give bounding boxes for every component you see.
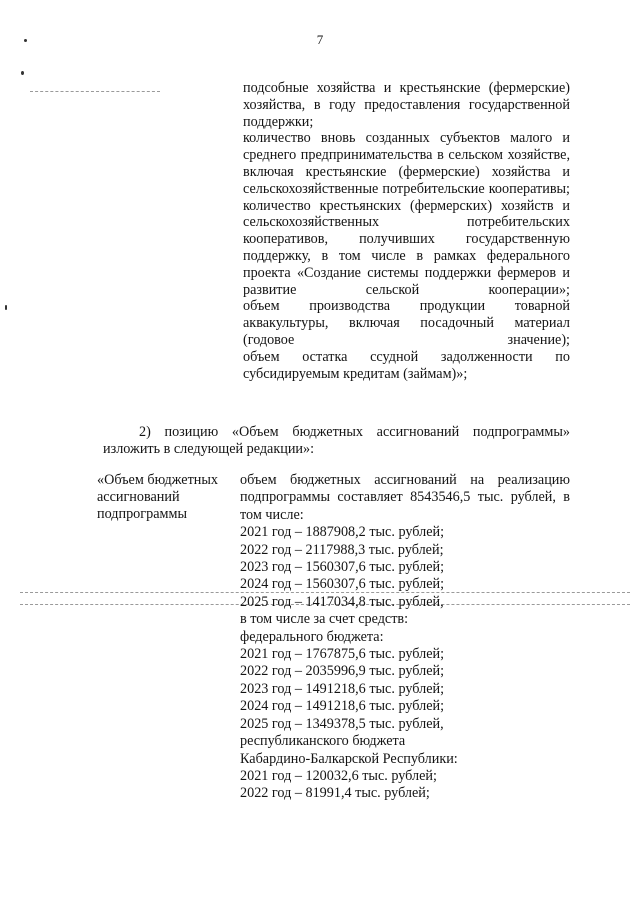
federal-heading: федерального бюджета:	[240, 628, 384, 645]
total-year-row: 2024 год – 1560307,6 тыс. рублей;	[240, 576, 445, 593]
table-label-cell: «Объем бюджетных ассигнований подпрограммы	[97, 472, 219, 522]
regional-year-row: 2021 год – 120032,6 тыс. рублей;	[240, 767, 437, 784]
total-year-row: 2023 год – 1560307,6 тыс. рублей;	[240, 559, 445, 576]
regional-heading: республиканского бюджета	[240, 733, 406, 750]
total-year-row: 2022 год – 2117988,3 тыс. рублей;	[240, 541, 444, 558]
scan-line	[30, 91, 160, 92]
indicator-item: объем остатка ссудной задолженности по субсидируемым кредитам (займам)»;	[243, 348, 570, 382]
federal-year-row: 2021 год – 1767875,6 тыс. рублей;	[240, 646, 445, 663]
total-year-row: 2025 год – 1417034,8 тыс. рублей,	[240, 593, 444, 610]
indicator-item: количество крестьянских (фермерских) хозяйств и сельскохозяйственных потребительских кооперативов, получивших государственную поддержку, в том числе в рамках федерального проекта «Создание системы поддержки фермеров и развитие сельской кооперации»;	[243, 197, 570, 298]
amendment-paragraph: 2) позицию «Объем бюджетных ассигнований подпрограммы» изложить в следующей редакции»:	[103, 424, 570, 457]
indicator-item: подсобные хозяйства и крестьянские (фермерские) хозяйства, в году предоставления государственной поддержки;	[243, 80, 570, 130]
table-content-cell	[240, 472, 570, 803]
sources-heading: в том числе за счет средств:	[240, 611, 409, 628]
page-number: 7	[316, 32, 324, 47]
indicator-item: объем производства продукции товарной аквакультуры, включая посадочный материал (годовое значение);	[243, 298, 570, 348]
federal-year-row: 2022 год – 2035996,9 тыс. рублей;	[240, 663, 445, 680]
federal-year-row: 2025 год – 1349378,5 тыс. рублей,	[240, 715, 444, 732]
indicator-list	[243, 80, 570, 382]
regional-year-row: 2022 год – 81991,4 тыс. рублей;	[240, 785, 430, 802]
funding-intro: объем бюджетных ассигнований на реализацию подпрограммы составляет 8543546,5 тыс. рублей, в том числе:	[240, 472, 570, 523]
total-year-row: 2021 год – 1887908,2 тыс. рублей;	[240, 524, 445, 541]
scan-speck	[5, 305, 7, 310]
regional-heading: Кабардино-Балкарской Республики:	[240, 750, 458, 767]
scan-speck	[24, 39, 27, 42]
scan-speck	[21, 71, 24, 75]
federal-year-row: 2023 год – 1491218,6 тыс. рублей;	[240, 680, 445, 697]
indicator-item: количество вновь созданных субъектов малого и среднего предпринимательства в сельском хозяйстве, включая крестьянские (фермерские) хозяйства и сельскохозяйственные потребительские кооперативы;	[243, 130, 570, 197]
federal-year-row: 2024 год – 1491218,6 тыс. рублей;	[240, 698, 445, 715]
